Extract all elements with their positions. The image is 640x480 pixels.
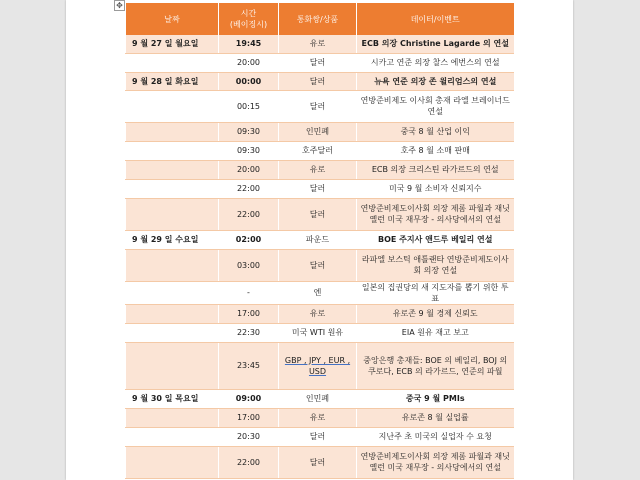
currency-cell: 미국 WTI 원유 (279, 323, 357, 342)
date-cell: 9 월 29 일 수요일 (126, 230, 219, 249)
date-cell (126, 408, 219, 427)
date-cell (126, 179, 219, 198)
currency-cell: 달러 (279, 249, 357, 281)
header-time-line: 시간 (240, 9, 257, 18)
table-header-row (126, 3, 514, 35)
currency-cell: 유로 (279, 35, 357, 53)
time-cell: 09:00 (219, 389, 279, 408)
table-row (126, 408, 514, 427)
header-time-line: (베이징시) (229, 20, 268, 29)
event-cell: 유로존 9 월 경제 신뢰도 (357, 304, 514, 323)
time-cell: 20:00 (219, 160, 279, 179)
event-cell: 중국 8 월 산업 이익 (357, 122, 514, 141)
time-cell: 02:00 (219, 230, 279, 249)
table-row (126, 446, 514, 478)
currency-cell: 달러 (279, 446, 357, 478)
event-cell: ECB 의장 크리스틴 라가르드의 연설 (357, 160, 514, 179)
currency-cell: 파운드 (279, 230, 357, 249)
time-cell: 23:45 (219, 342, 279, 389)
schedule-table (125, 3, 514, 479)
table-row (126, 72, 514, 90)
currency-cell: 유로 (279, 408, 357, 427)
time-cell: 20:30 (219, 427, 279, 446)
event-cell: 연방준비제도이사회 의장 제롬 파월과 재닛 옐런 미국 재무장 - 의사당에서의 연설 (357, 198, 514, 230)
date-cell (126, 141, 219, 160)
date-cell (126, 281, 219, 304)
event-cell: 라파엘 보스틱 애틀랜타 연방준비제도이사회 의장 연설 (357, 249, 514, 281)
time-cell: 22:00 (219, 198, 279, 230)
event-cell: 중국 9 월 PMIs (357, 389, 514, 408)
table-row (126, 90, 514, 122)
date-cell: 9 월 30 일 목요일 (126, 389, 219, 408)
time-cell: 09:30 (219, 141, 279, 160)
currency-cell: 달러 (279, 72, 357, 90)
date-cell (126, 446, 219, 478)
event-cell: 중앙은행 총재들: BOE 의 베일리, BOJ 의 쿠로다, ECB 의 라가르드, 연준의 파월 (357, 342, 514, 389)
date-cell (126, 342, 219, 389)
header-time (219, 3, 279, 35)
currency-cell: GBP , JPY , EUR , USD (279, 342, 357, 389)
table-row (126, 179, 514, 198)
table-row (126, 141, 514, 160)
event-cell: 유로존 8 월 실업률 (357, 408, 514, 427)
move-table-icon[interactable]: ✥ (114, 0, 125, 11)
table-row (126, 281, 514, 304)
header-event: 데이터/이벤트 (357, 3, 514, 35)
currency-cell: 엔 (279, 281, 357, 304)
event-cell: ECB 의장 Christine Lagarde 의 연설 (357, 35, 514, 53)
date-cell (126, 160, 219, 179)
table-row (126, 122, 514, 141)
time-cell: 03:00 (219, 249, 279, 281)
event-cell: 호주 8 월 소매 판매 (357, 141, 514, 160)
currency-cell: 호주달러 (279, 141, 357, 160)
header-currency: 통화쌍/상품 (279, 3, 357, 35)
time-cell: 09:30 (219, 122, 279, 141)
table-row (126, 342, 514, 389)
table-row (126, 230, 514, 249)
time-cell: 22:00 (219, 446, 279, 478)
time-cell: 00:15 (219, 90, 279, 122)
currency-cell: 유로 (279, 304, 357, 323)
table-row (126, 427, 514, 446)
table-row (126, 35, 514, 53)
header-date: 날짜 (126, 3, 219, 35)
event-cell: 연방준비제도 이사회 총재 라엘 브레이너드 연설 (357, 90, 514, 122)
date-cell (126, 249, 219, 281)
event-cell: 뉴욕 연준 의장 존 윌리엄스의 연설 (357, 72, 514, 90)
currency-cell: 달러 (279, 53, 357, 72)
currency-cell: 인민폐 (279, 122, 357, 141)
date-cell (126, 304, 219, 323)
date-cell: 9 월 28 일 화요일 (126, 72, 219, 90)
currency-cell: 인민폐 (279, 389, 357, 408)
date-cell (126, 427, 219, 446)
table-row (126, 304, 514, 323)
date-cell (126, 90, 219, 122)
date-cell (126, 53, 219, 72)
event-cell: 지난주 초 미국의 실업자 수 요청 (357, 427, 514, 446)
time-cell: 17:00 (219, 408, 279, 427)
currency-cell: 달러 (279, 198, 357, 230)
event-cell: 연방준비제도이사회 의장 제롬 파월과 재닛 옐런 미국 재무장 - 의사당에서의 연설 (357, 446, 514, 478)
table-row (126, 249, 514, 281)
table-row (126, 198, 514, 230)
date-cell (126, 198, 219, 230)
time-cell: 00:00 (219, 72, 279, 90)
currency-cell: 달러 (279, 90, 357, 122)
date-cell (126, 323, 219, 342)
time-cell: 19:45 (219, 35, 279, 53)
table-row (126, 389, 514, 408)
event-cell: EIA 원유 재고 보고 (357, 323, 514, 342)
time-cell: 22:00 (219, 179, 279, 198)
table-row (126, 160, 514, 179)
time-cell: 22:30 (219, 323, 279, 342)
currency-cell: 유로 (279, 160, 357, 179)
time-cell: - (219, 281, 279, 304)
date-cell (126, 122, 219, 141)
time-cell: 17:00 (219, 304, 279, 323)
event-cell: 시카고 연준 의장 찰스 에번스의 연설 (357, 53, 514, 72)
event-cell: 일본의 집권당의 새 지도자를 뽑기 위한 투표 (357, 281, 514, 304)
currency-cell: 달러 (279, 427, 357, 446)
date-cell: 9 월 27 일 월요일 (126, 35, 219, 53)
time-cell: 20:00 (219, 53, 279, 72)
table-row (126, 323, 514, 342)
table-row (126, 53, 514, 72)
currency-cell: 달러 (279, 179, 357, 198)
event-cell: BOE 주지사 앤드루 베일리 연설 (357, 230, 514, 249)
event-cell: 미국 9 월 소비자 신뢰지수 (357, 179, 514, 198)
